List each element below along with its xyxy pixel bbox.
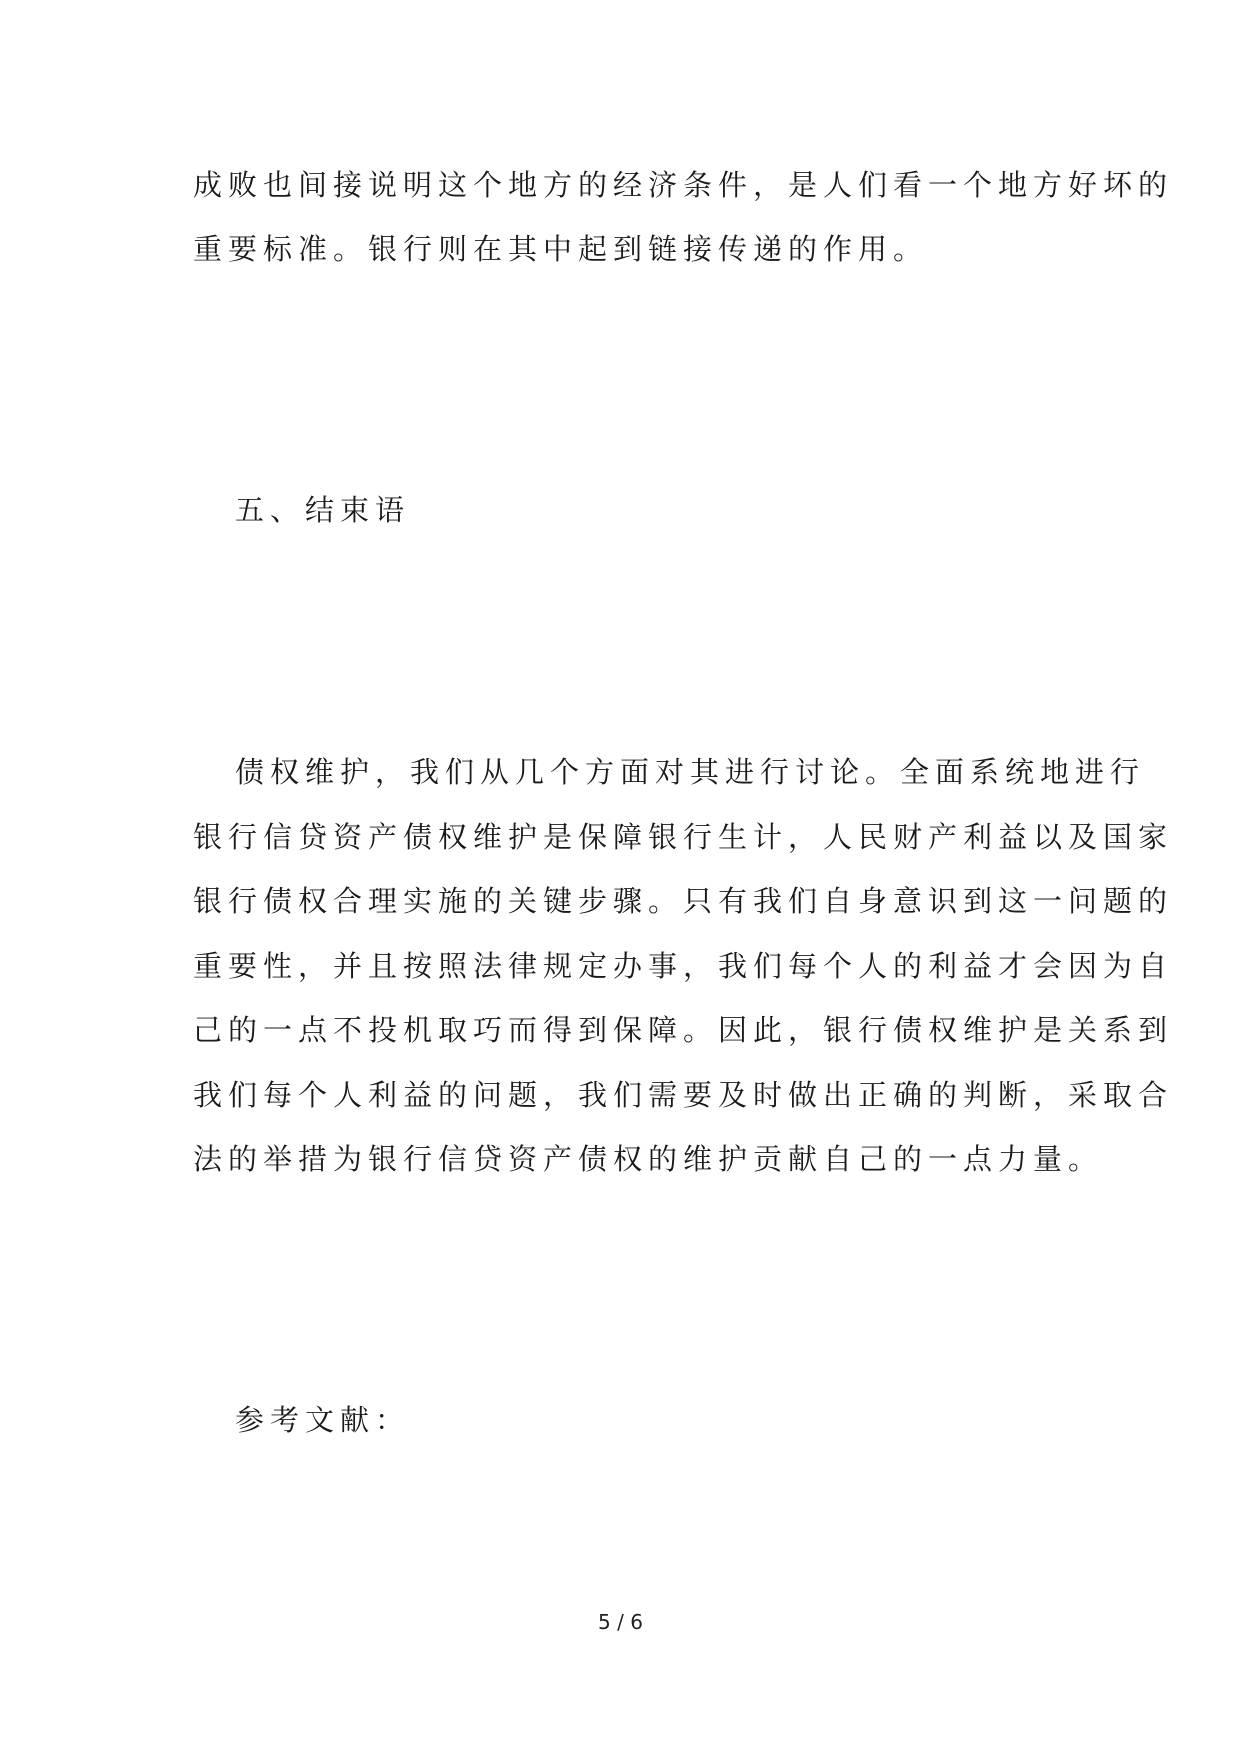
page-number: 5 / 6	[598, 1610, 643, 1634]
conclusion-line-6: 我们每个人利益的问题，我们需要及时做出正确的判断，采取合	[193, 1078, 1174, 1112]
section-heading: 五、结束语	[235, 493, 411, 527]
conclusion-line-5: 己的一点不投机取巧而得到保障。因此，银行债权维护是关系到	[193, 1013, 1174, 1047]
paragraph-intro-line-1: 成败也间接说明这个地方的经济条件，是人们看一个地方好坏的	[193, 168, 1174, 202]
paragraph-intro-line-2: 重要标准。银行则在其中起到链接传递的作用。	[193, 232, 929, 266]
conclusion-line-4: 重要性，并且按照法律规定办事，我们每个人的利益才会因为自	[193, 949, 1174, 983]
conclusion-line-7: 法的举措为银行信贷资产债权的维护贡献自己的一点力量。	[193, 1142, 1104, 1176]
references-heading: 参考文献：	[235, 1403, 411, 1437]
conclusion-line-1: 债权维护，我们从几个方面对其进行讨论。全面系统地进行	[235, 755, 1146, 789]
conclusion-line-3: 银行债权合理实施的关键步骤。只有我们自身意识到这一问题的	[193, 884, 1174, 918]
conclusion-line-2: 银行信贷资产债权维护是保障银行生计，人民财产利益以及国家	[193, 820, 1174, 854]
